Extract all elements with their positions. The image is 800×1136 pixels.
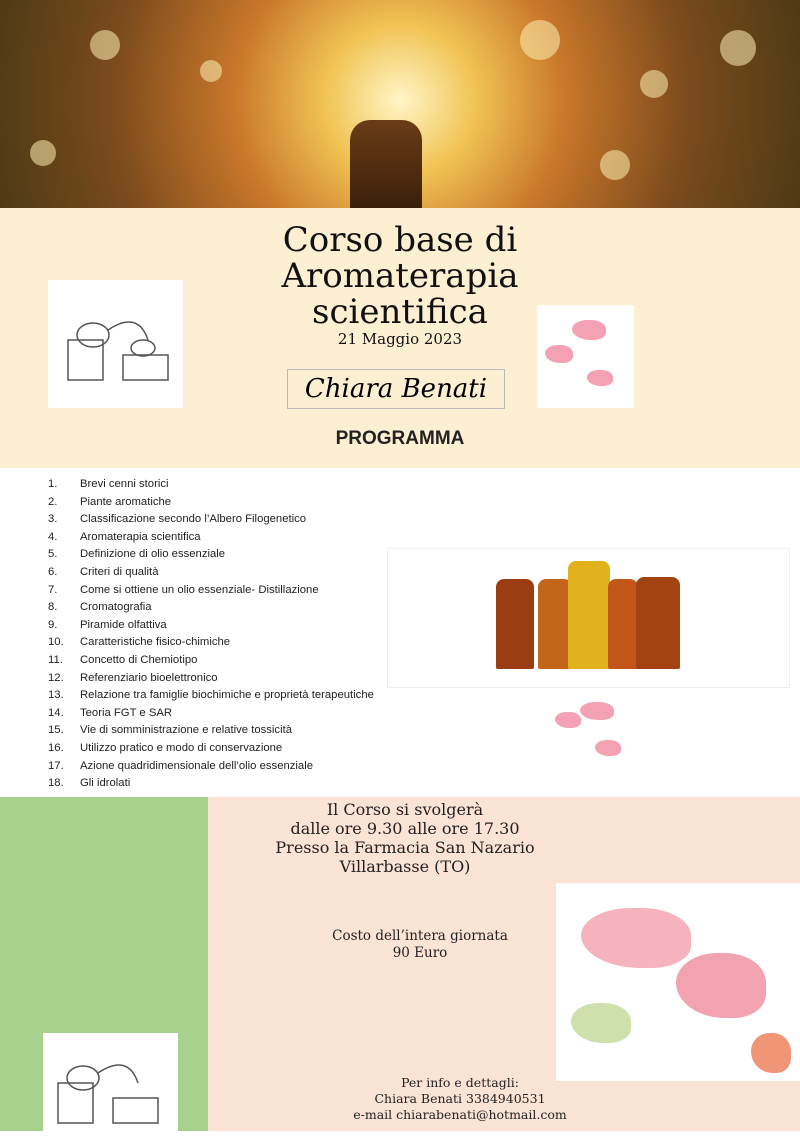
item-number: 1.	[48, 478, 58, 490]
item-text: Definizione di olio essenziale	[80, 548, 226, 561]
item-number: 17.	[48, 759, 64, 772]
item-text: Classificazione secondo l’Albero Filogenetico	[80, 513, 307, 526]
program-item	[48, 760, 374, 778]
title-line: Corso base di	[282, 220, 518, 260]
program-item	[48, 478, 374, 496]
info-line: Villarbasse (TO)	[339, 857, 471, 876]
item-number: 5.	[48, 548, 58, 561]
cost-label: Costo dell’intera giornata	[332, 928, 508, 944]
program-item	[48, 513, 374, 531]
program-item	[48, 584, 374, 602]
contact-info	[340, 1075, 580, 1123]
item-number: 10.	[48, 636, 64, 649]
program-item	[48, 531, 374, 549]
program-item	[48, 742, 374, 760]
item-text: Cromatografia	[80, 601, 152, 614]
poppy-flower-image	[550, 690, 630, 785]
program-item	[48, 636, 374, 654]
program-list	[48, 478, 374, 795]
item-number: 12.	[48, 671, 64, 684]
item-number: 7.	[48, 583, 58, 596]
course-info	[250, 800, 560, 876]
item-text: Concetto di Chemiotipo	[80, 653, 198, 666]
item-number: 6.	[48, 565, 58, 578]
still-illustration	[48, 280, 183, 408]
item-text: Come si ottiene un olio essenziale- Distillazione	[80, 583, 319, 596]
item-number: 14.	[48, 706, 64, 719]
cost-value: 90 Euro	[392, 945, 448, 961]
item-text: Criteri di qualità	[80, 565, 159, 578]
item-text: Relazione tra famiglie biochimiche e proprietà terapeutiche	[80, 689, 374, 702]
item-text: Referenziario bioelettronico	[80, 671, 218, 684]
item-text: Teoria FGT e SAR	[80, 706, 173, 719]
title-line: scientifica	[312, 292, 488, 332]
item-text: Azione quadridimensionale dell’olio essenziale	[80, 759, 313, 772]
poppy-flower-image	[537, 305, 634, 408]
watercolor-flowers-image	[556, 883, 800, 1081]
title-line: Aromaterapia	[281, 256, 519, 296]
still-illustration	[43, 1033, 178, 1131]
info-line: Il Corso si svolgerà	[326, 800, 484, 819]
info-line: Presso la Farmacia San Nazario	[275, 838, 535, 857]
item-number: 11.	[48, 653, 63, 666]
item-number: 15.	[48, 724, 64, 737]
program-item	[48, 724, 374, 742]
author-name: Chiara Benati	[287, 369, 505, 409]
oil-bottles-image	[387, 548, 790, 688]
item-number: 8.	[48, 601, 58, 614]
program-item	[48, 654, 374, 672]
item-number: 4.	[48, 530, 58, 543]
item-number: 9.	[48, 618, 58, 631]
contact-phone: Chiara Benati 3384940531	[374, 1091, 546, 1106]
item-text: Piramide olfattiva	[80, 618, 167, 631]
section-heading: PROGRAMMA	[335, 428, 465, 449]
program-item	[48, 707, 374, 725]
item-text: Vie di somministrazione e relative tossicità	[80, 724, 293, 737]
contact-heading: Per info e dettagli:	[401, 1075, 519, 1090]
item-text: Gli idrolati	[80, 777, 131, 790]
item-number: 13.	[48, 689, 64, 702]
program-item	[48, 548, 374, 566]
item-text: Utilizzo pratico e modo di conservazione	[80, 741, 283, 754]
course-date: 21 Maggio 2023	[337, 330, 463, 348]
bottle-illustration	[350, 120, 422, 208]
item-number: 16.	[48, 741, 64, 754]
program-item	[48, 777, 374, 795]
program-item	[48, 689, 374, 707]
program-item	[48, 601, 374, 619]
item-text: Piante aromatiche	[80, 495, 172, 508]
item-text: Aromaterapia scientifica	[80, 530, 201, 543]
item-text: Caratteristiche fisico-chimiche	[80, 636, 231, 649]
info-line: dalle ore 9.30 alle ore 17.30	[290, 819, 520, 838]
item-number: 18.	[48, 777, 64, 790]
item-number: 3.	[48, 513, 58, 526]
program-item	[48, 672, 374, 690]
item-number: 2.	[48, 495, 58, 508]
program-item	[48, 566, 374, 584]
program-item	[48, 619, 374, 637]
contact-email[interactable]: e-mail chiarabenati@hotmail.com	[353, 1107, 567, 1122]
item-text: Brevi cenni storici	[80, 478, 169, 490]
hero-image-essential-oil-bottle	[0, 0, 800, 208]
program-item	[48, 496, 374, 514]
course-cost	[320, 928, 520, 962]
